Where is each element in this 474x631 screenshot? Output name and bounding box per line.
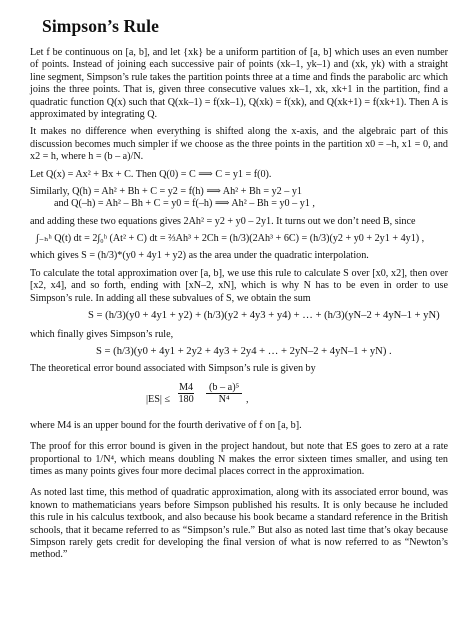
- error-bound-comma: ,: [246, 393, 249, 405]
- error-bound-fraction-constant: [178, 382, 194, 405]
- equation-q-of-minus-h: and Q(–h) = Ah² – Bh + C = y0 = f(–h) ⟹ Ah² – Bh = y0 – y1 ,: [54, 198, 315, 210]
- paragraph-history: As noted last time, this method of quadratic approximation, along with its associated error bound, was known to mathematicians years before Simpson published his results. It is only because he included this rule in his calculus textbook, and also because his book became a standard reference in the British schools, that it became referred to as “Simpson’s rule.” But also as noted last time that’s okay because Simpson rarely gets credit for developing the final version of what is now referred to as “Newton’s method.”: [30, 487, 448, 561]
- paragraph-shift: It makes no difference when everything is shifted along the x-axis, and the algebraic part of this discussion becomes much simpler if we choose as the three points in the partition x0 = –h, x1 = 0, and x2 = h, where h = (b – a)/N.: [30, 126, 448, 163]
- paragraph-proof-note: The proof for this error bound is given in the project handout, but note that ES goes to zero at a rate proportional to 1/N⁴, which means doubling N makes the error sixteen times smaller, and using ten times as many points gives four more decimal places correct in the approximation.: [30, 441, 448, 477]
- document-page: [30, 14, 448, 562]
- paragraph-total-approximation: To calculate the total approximation over [a, b], we use this rule to calculate S over [x0, x2], then over [x2, x4], and so forth, ending with [xN–2, xN], which is why N has to be even in order to use Simpson’s rule. In adding all these subvalues of S, we obtain the sum: [30, 267, 448, 304]
- paragraph-intro: Let f be continuous on [a, b], and let {xk} be a uniform partition of [a, b] which uses an even number of points. Instead of joining each successive pair of points (xk–1, yk–1) and (xk, yk) with a straight line segment, Simpson’s rule takes the partition points three at a time and finds the parabolic arc which joins the three points. That is, given three consecutive values xk–1, xk, xk+1 in the partition, find a quadratic function Q(x) such that Q(xk–1) = f(xk–1), Q(xk) = f(xk), and Q(xk+1) = f(xk+1). Then A is approximated by integrating Q.: [30, 47, 448, 121]
- paragraph-error-bound-intro: The theoretical error bound associated with Simpson’s rule is given by: [30, 363, 316, 375]
- equation-integral: ∫₋ₕʰ Q(t) dt = 2∫₀ʰ (At² + C) dt = ⅔Ah³ + 2Ch = (h/3)(2Ah³ + 6C) = (h/3)(y2 + y0 + 2y1 + 4y1) ,: [36, 233, 425, 245]
- equation-q-of-h: Similarly, Q(h) = Ah² + Bh + C = y2 = f(h) ⟹ Ah² + Bh = y2 – y1: [30, 186, 302, 198]
- fraction-numerator-interval: (b – a)⁵: [206, 382, 242, 394]
- error-bound-lhs: |ES| ≤: [146, 393, 171, 405]
- paragraph-m4-definition: where M4 is an upper bound for the fourth derivative of f on [a, b].: [30, 419, 302, 431]
- fraction-denominator-n4: N⁴: [218, 393, 230, 405]
- page-title: Simpson’s Rule: [42, 16, 159, 36]
- error-bound-fraction-interval: [206, 382, 242, 405]
- paragraph-area-result: which gives S = (h/3)*(y0 + 4y1 + y2) as the area under the quadratic interpolation.: [30, 250, 369, 262]
- equation-q-definition: Let Q(x) = Ax² + Bx + C. Then Q(0) = C ⟹ C = y1 = f(0).: [30, 168, 272, 180]
- equation-error-bound: [30, 376, 448, 420]
- equation-sum-of-subvalues: S = (h/3)(y0 + 4y1 + y2) + (h/3)(y2 + 4y3 + y4) + … + (h/3)(yN–2 + 4yN–1 + yN): [88, 309, 440, 321]
- paragraph-finally: which finally gives Simpson’s rule,: [30, 328, 174, 340]
- equation-simpsons-rule: S = (h/3)(y0 + 4y1 + 2y2 + 4y3 + 2y4 + … + 2yN–2 + 4yN–1 + yN) .: [96, 346, 392, 358]
- equation-sum-of-two: and adding these two equations gives 2Ah² = y2 + y0 – 2y1. It turns out we don’t need B, since: [30, 215, 416, 227]
- fraction-denominator-180: 180: [178, 393, 194, 405]
- fraction-numerator-m4: M4: [179, 381, 194, 393]
